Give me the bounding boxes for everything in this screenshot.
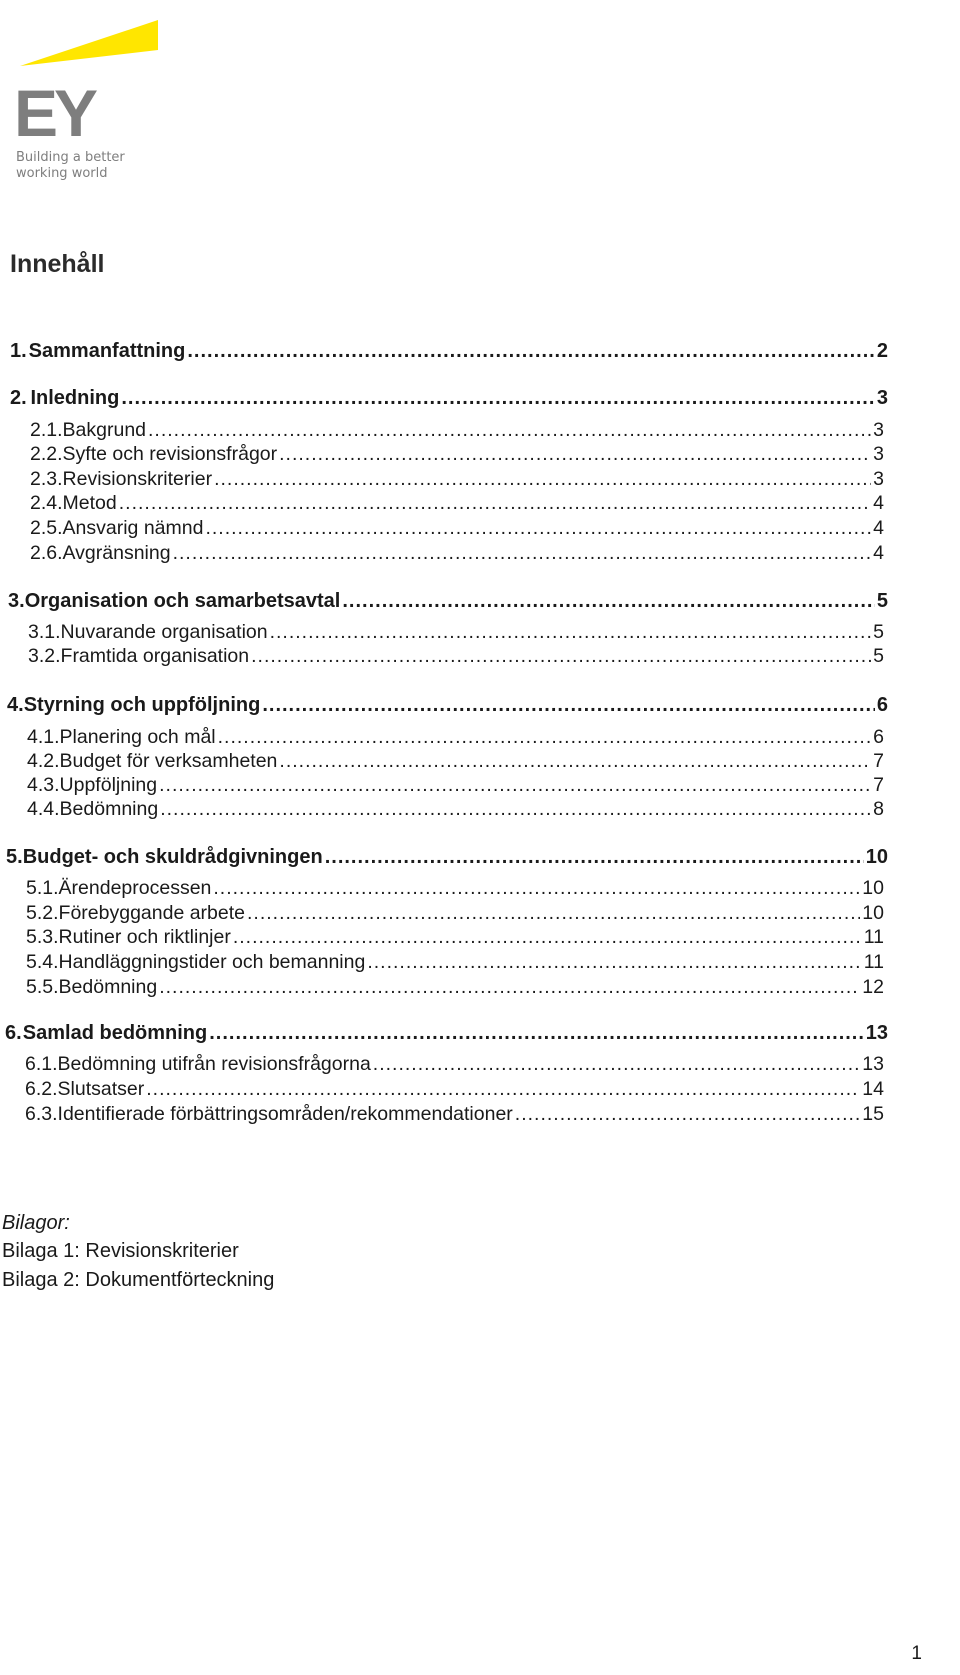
toc-dot-leader [515,1103,861,1126]
toc-subsection-entry[interactable] [30,468,884,491]
toc-entry-label: Sammanfattning [28,340,186,362]
toc-entry-page: 6 [876,694,888,716]
toc-dot-leader [214,468,871,491]
toc-entry-label: Framtida organisation [60,645,250,667]
toc-dot-leader [251,645,871,668]
toc-dot-leader [159,976,860,999]
toc-entry-page: 3 [873,443,884,465]
toc-entry-number: 5.4. [26,951,59,973]
toc-subsection-entry[interactable] [25,1103,884,1126]
toc-entry-label: Revisionskriterier [62,468,213,490]
toc-dot-leader [373,1053,861,1076]
toc-section-entry[interactable] [6,846,888,869]
toc-entry-number: 4.1. [27,726,60,748]
toc-dot-leader [262,694,875,717]
toc-subsection-entry[interactable] [26,926,884,949]
page-title: Innehåll [10,250,105,278]
toc-section-entry[interactable] [7,694,888,717]
toc-entry-page: 12 [862,976,884,998]
toc-subsection-entry[interactable] [27,726,884,749]
toc-entry-label: Rutiner och riktlinjer [58,926,231,948]
toc-entry-label: Budget- och skuldrådgivningen [22,846,323,868]
toc-entry-label: Identifierade förbättringsområden/rekommendationer [57,1103,513,1125]
toc-entry-page: 3 [873,419,884,441]
toc-entry-page: 13 [862,1053,884,1075]
toc-entry-page: 7 [873,774,884,796]
appendix-item[interactable]: Bilaga 2: Dokumentförteckning [2,1269,275,1291]
toc-entry-number: 3. [8,590,25,612]
toc-entry-label: Uppföljning [59,774,158,796]
toc-entry-page: 4 [873,492,884,514]
toc-entry-page: 14 [862,1078,884,1100]
appendix-item[interactable]: Bilaga 1: Revisionskriterier [2,1240,239,1262]
toc-entry-label: Bedömning utifrån revisionsfrågorna [57,1053,371,1075]
toc-entry-number: 4.4. [27,798,60,820]
toc-entry-page: 15 [862,1103,884,1125]
toc-subsection-entry[interactable] [30,517,884,540]
toc-entry-page: 4 [873,542,884,564]
toc-entry-number: 4.2. [27,750,60,772]
toc-subsection-entry[interactable] [30,542,884,565]
toc-entry-number: 4.3. [27,774,60,796]
toc-dot-leader [173,542,872,565]
toc-dot-leader [146,1078,860,1101]
toc-entry-number: 6.3. [25,1103,58,1125]
toc-entry-label: Bakgrund [62,419,147,441]
toc-entry-label: Budget för verksamheten [59,750,278,772]
toc-entry-number: 6.1. [25,1053,58,1075]
toc-dot-leader [205,517,871,540]
toc-entry-number: 6. [5,1022,22,1044]
toc-entry-page: 5 [873,621,884,643]
toc-entry-page: 5 [876,590,888,612]
toc-dot-leader [367,951,861,974]
toc-entry-number: 2. [10,387,27,409]
toc-entry-number: 6.2. [25,1078,58,1100]
toc-entry-page: 11 [863,926,884,948]
toc-entry-page: 7 [873,750,884,772]
toc-entry-number: 5.2. [26,902,59,924]
toc-entry-number: 5.5. [26,976,59,998]
toc-dot-leader [121,387,875,410]
toc-entry-label: Handläggningstider och bemanning [58,951,366,973]
toc-entry-page: 3 [876,387,888,409]
toc-entry-page: 2 [876,340,888,362]
toc-dot-leader [209,1022,864,1045]
ey-logo [14,20,164,185]
toc-entry-page: 5 [873,645,884,667]
toc-subsection-entry[interactable] [28,645,884,668]
toc-entry-label: Organisation och samarbetsavtal [24,590,341,612]
toc-dot-leader [119,492,871,515]
toc-subsection-entry[interactable] [27,798,884,821]
toc-entry-label: Förebyggande arbete [58,902,245,924]
toc-dot-leader [218,726,872,749]
toc-entry-page: 3 [873,468,884,490]
toc-subsection-entry[interactable] [30,443,884,466]
toc-entry-page: 4 [873,517,884,539]
toc-subsection-entry[interactable] [25,1053,884,1076]
toc-entry-label: Bedömning [58,976,158,998]
toc-entry-label: Planering och mål [59,726,216,748]
toc-dot-leader [148,419,871,442]
toc-entry-label: Samlad bedömning [22,1022,208,1044]
toc-subsection-entry[interactable] [30,419,884,442]
toc-entry-page: 10 [865,846,888,868]
toc-entry-page: 13 [865,1022,888,1044]
toc-subsection-entry[interactable] [25,1078,884,1101]
toc-subsection-entry[interactable] [26,976,884,999]
toc-entry-label: Nuvarande organisation [60,621,268,643]
tagline-line-2: working world [16,166,108,181]
yellow-beam-icon [20,20,160,70]
toc-entry-label: Syfte och revisionsfrågor [62,443,278,465]
toc-entry-label: Ärendeprocessen [58,877,212,899]
toc-entry-number: 4. [7,694,24,716]
toc-subsection-entry[interactable] [26,877,884,900]
toc-entry-number: 2.3. [30,468,63,490]
toc-subsection-entry[interactable] [27,750,884,773]
toc-entry-number: 2.6. [30,542,63,564]
toc-subsection-entry[interactable] [26,951,884,974]
toc-entry-label: Bedömning [59,798,159,820]
toc-entry-number: 3.2. [28,645,61,667]
toc-dot-leader [279,443,871,466]
toc-subsection-entry[interactable] [26,902,884,925]
toc-dot-leader [213,877,860,900]
toc-section-entry[interactable] [10,387,888,410]
toc-entry-page: 10 [862,902,884,924]
toc-entry-number: 2.5. [30,517,63,539]
toc-dot-leader [342,590,875,613]
toc-entry-page: 6 [873,726,884,748]
toc-section-entry[interactable] [10,340,888,363]
toc-dot-leader [247,902,860,925]
toc-entry-number: 2.1. [30,419,63,441]
toc-section-entry[interactable] [8,590,888,613]
toc-dot-leader [187,340,875,363]
toc-dot-leader [160,798,871,821]
toc-entry-label: Ansvarig nämnd [62,517,204,539]
toc-entry-number: 5.1. [26,877,59,899]
appendix-heading: Bilagor: [2,1212,70,1234]
toc-entry-page: 10 [862,877,884,899]
toc-entry-label: Styrning och uppföljning [23,694,261,716]
toc-entry-number: 5.3. [26,926,59,948]
toc-entry-label: Inledning [30,387,120,409]
toc-entry-page: 8 [873,798,884,820]
toc-subsection-entry[interactable] [28,621,884,644]
toc-entry-number: 3.1. [28,621,61,643]
toc-entry-number: 2.2. [30,443,63,465]
toc-entry-label: Slutsatser [57,1078,145,1100]
toc-subsection-entry[interactable] [30,492,884,515]
page-number: 1 [911,1643,922,1664]
toc-entry-page: 11 [863,951,884,973]
toc-dot-leader [159,774,871,797]
toc-entry-label: Metod [62,492,117,514]
toc-dot-leader [279,750,871,773]
tagline-line-1: Building a better [16,150,125,165]
toc-entry-number: 2.4. [30,492,63,514]
toc-section-entry[interactable] [5,1022,888,1045]
toc-subsection-entry[interactable] [27,774,884,797]
toc-entry-label: Avgränsning [62,542,171,564]
ey-wordmark: EY [14,76,95,150]
toc-dot-leader [270,621,872,644]
toc-entry-number: 5. [6,846,23,868]
toc-entry-number: 1. [10,340,27,362]
toc-dot-leader [325,846,864,869]
logo-tagline [16,150,125,182]
toc-dot-leader [233,926,862,949]
